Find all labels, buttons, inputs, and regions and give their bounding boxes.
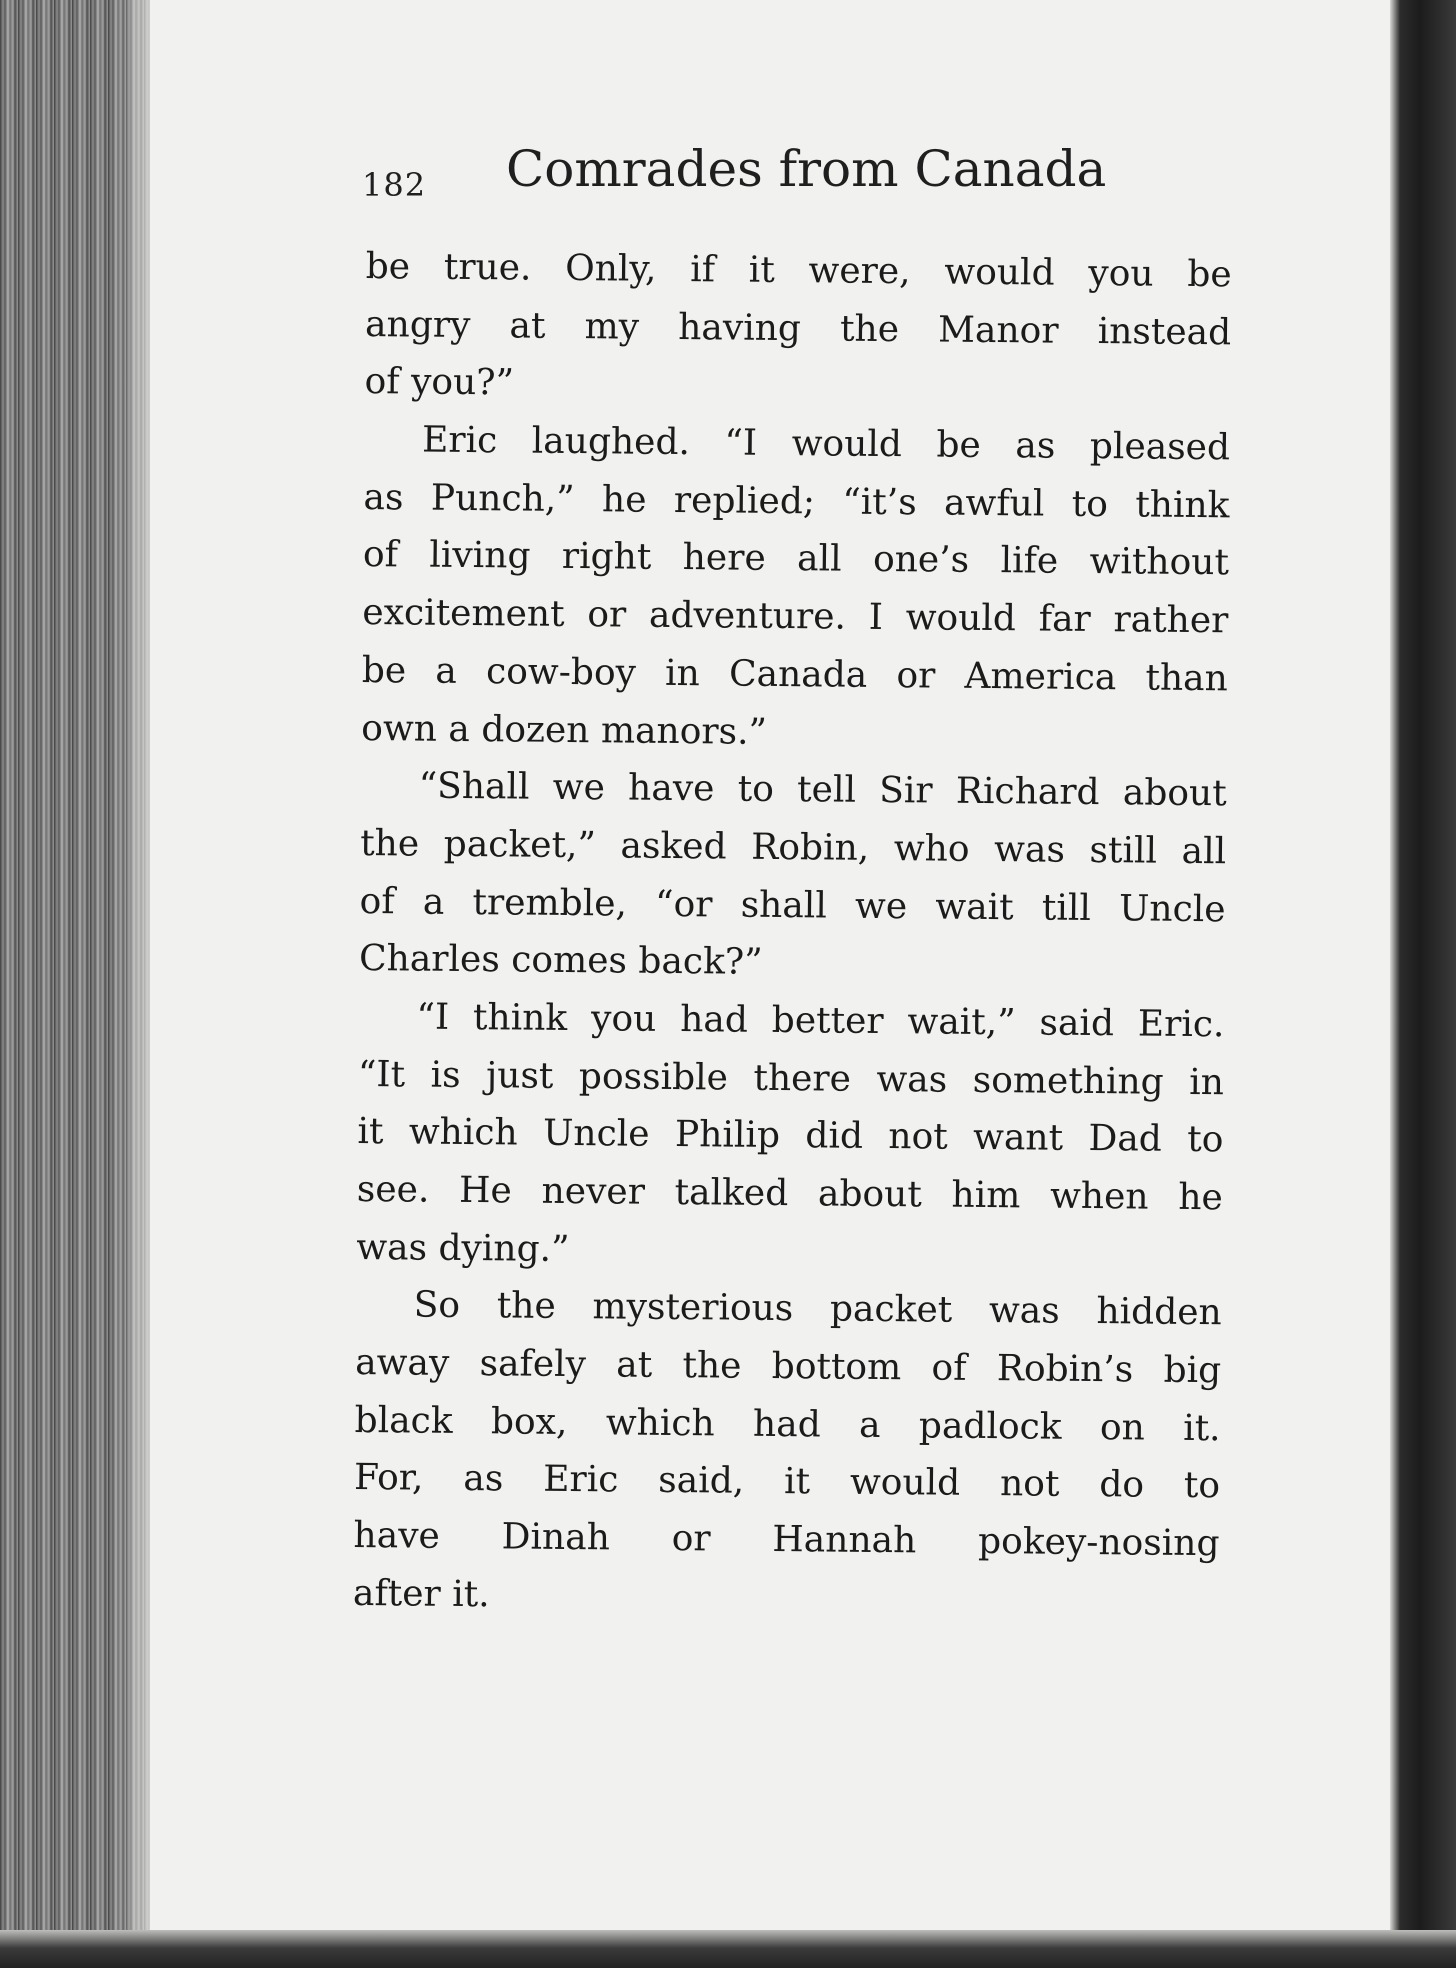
text-line: Charles comes back?”: [358, 938, 763, 984]
text-line: “I think you had better wait,” said Eric.: [416, 996, 1225, 1046]
text-line: away safely at the bottom of Robin’s big: [355, 1342, 1222, 1392]
running-header: [362, 140, 1222, 210]
text-line: as Punch,” he replied; “it’s awful to think: [363, 476, 1230, 527]
text-line: Eric laughed. “I would be as pleased: [421, 419, 1231, 469]
text-line: So the mysterious packet was hidden: [413, 1284, 1222, 1334]
bottom-page-edge: [0, 1930, 1456, 1968]
text-line: the packet,” asked Robin, who was still all: [359, 822, 1227, 873]
text-line: of you?”: [364, 361, 515, 404]
text-line: excitement or adventure. I would far rather: [362, 592, 1229, 642]
text-line: was dying.”: [356, 1226, 570, 1270]
text-line: own a dozen manors.”: [361, 707, 768, 753]
text-line: angry at my having the Manor instead: [364, 303, 1232, 353]
body-text: [353, 238, 1232, 1631]
text-line: of a tremble, “or shall we wait till Uncle: [359, 880, 1226, 930]
text-line: after it.: [352, 1572, 490, 1616]
text-line: For, as Eric said, it would not do to: [353, 1457, 1221, 1507]
text-line: see. He never talked about him when he: [356, 1168, 1224, 1219]
text-line: be true. Only, if it were, would you be: [365, 245, 1232, 296]
page-number: 182: [362, 166, 427, 204]
text-line: “Shall we have to tell Sir Richard about: [418, 765, 1227, 815]
text-line: “It is just possible there was something in: [357, 1053, 1225, 1103]
text-line: have Dinah or Hannah pokey-nosing: [353, 1515, 1220, 1565]
running-title: Comrades from Canada: [506, 140, 1107, 198]
right-page-edge: [1390, 0, 1456, 1968]
text-line: of living right here all one’s life without: [362, 534, 1230, 584]
text-line: be a cow-boy in Canada or America than: [361, 649, 1229, 700]
text-line: it which Uncle Philip did not want Dad to: [357, 1111, 1224, 1161]
text-line: black box, which had a padlock on it.: [354, 1399, 1221, 1450]
